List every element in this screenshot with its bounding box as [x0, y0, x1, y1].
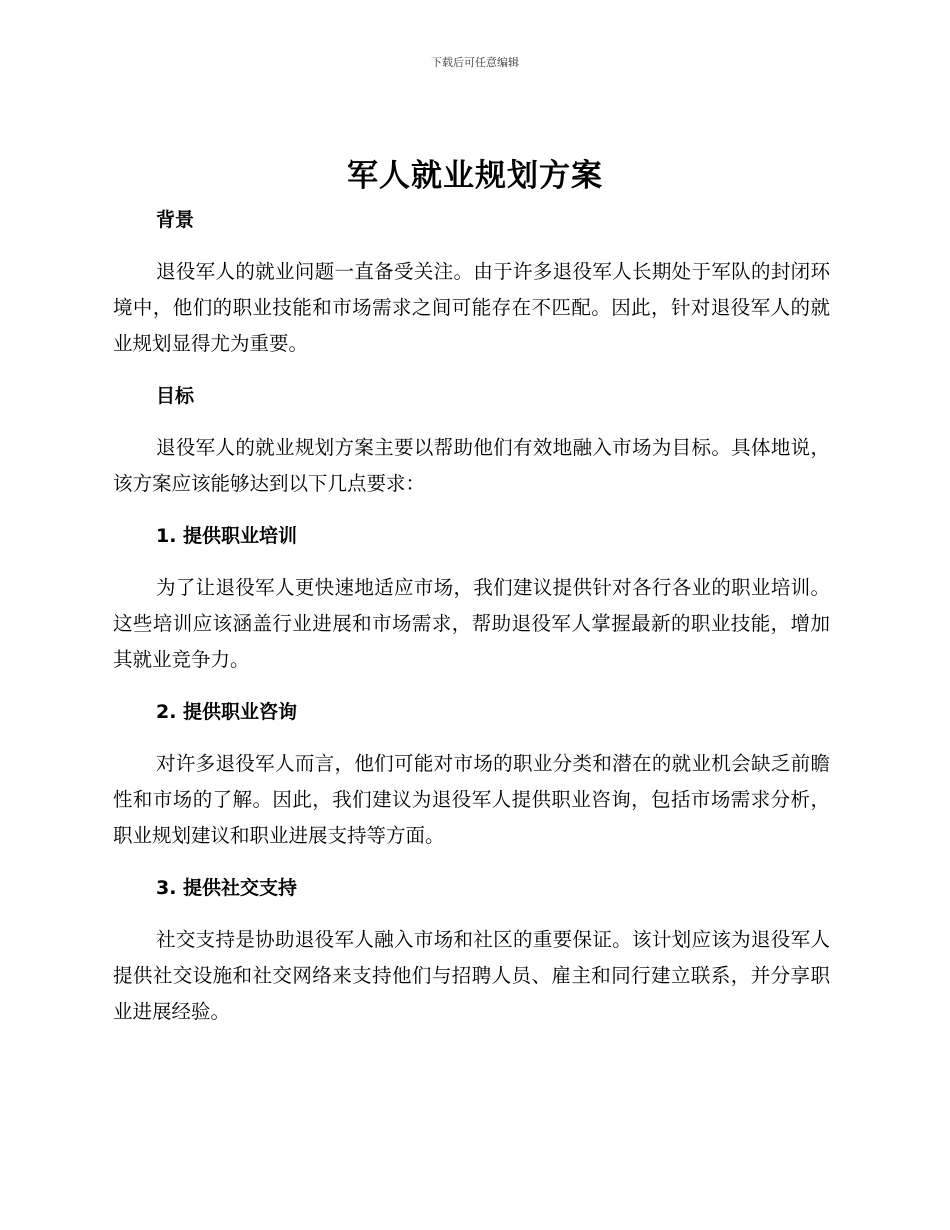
section-heading-item-3: 3. 提供社交支持	[156, 877, 298, 899]
section-text-goal: 退役军人的就业规划方案主要以帮助他们有效地融入市场为目标。具体地说，该方案应该能够达到以下几点要求：	[113, 436, 830, 495]
section-heading-background: 背景	[156, 209, 195, 231]
section-heading-goal: 目标	[156, 385, 195, 407]
page-title: 军人就业规划方案	[347, 158, 603, 194]
section-text-item-3: 社交支持是协助退役军人融入市场和社区的重要保证。该计划应该为退役军人提供社交设施和社交网络来支持他们与招聘人员、雇主和同行建立联系，并分享职业进展经验。	[113, 928, 830, 1023]
section-heading-item-1: 1. 提供职业培训	[156, 525, 298, 547]
section-text-background: 退役军人的就业问题一直备受关注。由于许多退役军人长期处于军队的封闭环境中，他们的职业技能和市场需求之间可能存在不匹配。因此，针对退役军人的就业规划显得尤为重要。	[113, 260, 830, 355]
document-body	[113, 200, 830, 1045]
section-heading-item-2: 2. 提供职业咨询	[156, 701, 298, 723]
section-text-item-1: 为了让退役军人更快速地适应市场，我们建议提供针对各行各业的职业培训。这些培训应该涵盖行业进展和市场需求，帮助退役军人掌握最新的职业技能，增加其就业竞争力。	[113, 576, 830, 671]
header-note: 下载后可任意编辑	[431, 56, 519, 69]
section-text-item-2: 对许多退役军人而言，他们可能对市场的职业分类和潜在的就业机会缺乏前瞻性和市场的了解。因此，我们建议为退役军人提供职业咨询，包括市场需求分析，职业规划建议和职业进展支持等方面。	[113, 752, 830, 847]
